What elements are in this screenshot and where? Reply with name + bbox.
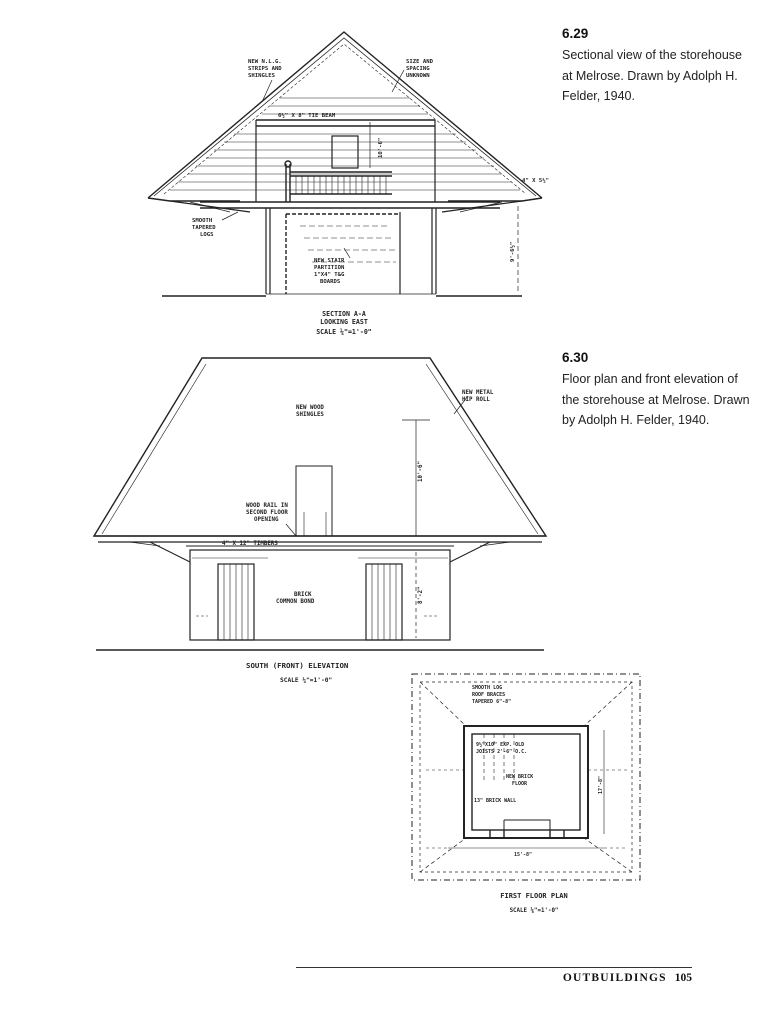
plan-drawing [408,670,646,922]
footer-section: OUTBUILDINGS [562,972,667,984]
note-smooth-logs-1: SMOOTH [192,218,213,224]
note-new-strips-2: STRIPS AND [248,66,282,72]
note-size-spacing-1: SIZE AND [406,59,433,65]
section-title: SECTION A-A [322,310,366,318]
note-smooth-logs-3: LOGS [200,232,214,238]
note-shingles-1: NEW WOOD [296,405,324,411]
plan-title: FIRST FLOOR PLAN [500,892,568,900]
plan-dim-right: 17'-8" [598,775,604,794]
footer-rule [296,967,692,968]
plan-scale: SCALE ⅛"=1'-0" [509,908,559,914]
section-subtitle: LOOKING EAST [320,318,368,326]
note-stair-partition-3: 1"X4" T&G [314,272,345,278]
note-size-spacing-3: UNKNOWN [406,73,430,79]
running-footer [560,972,692,984]
note-stair-partition-1: NEW STAIR [314,258,345,264]
note-shingles-2: SHINGLES [296,412,324,418]
tie-beam [256,120,435,126]
plan-note-joists-1: 9½"X10" EXP. OLD [476,742,525,748]
elevation-drawing [90,352,550,690]
figure-caption: Floor plan and front elevation of the storehouse at Melrose. Drawn by Adolph H. Felder, 1940. [562,372,750,427]
note-new-strips-1: NEW N.L.G. [248,59,282,65]
note-smooth-logs-2: TAPERED [192,225,216,231]
plan-note-floor-2: FLOOR [512,781,528,787]
caption-6-29 [562,26,752,107]
note-hip-roll-2: HIP ROLL [462,397,490,403]
second-floor-opening [296,466,332,536]
note-wood-rail-2: SECOND FLOOR [246,510,288,516]
note-wood-rail-3: OPENING [254,517,279,523]
note-wood-rail-1: WOOD RAIL IN [246,503,288,509]
dim-lower: 9'-6½" [510,241,516,262]
note-rafter: 4" X 5½" [522,178,549,184]
plan-note-logs-2: ROOF BRACES [472,692,506,698]
elevation-roof-outline [94,358,546,536]
dim-roof: 10'-6" [418,461,424,482]
note-hip-roll-1: NEW METAL [462,390,494,396]
plan-dim-bottom: 15'-8" [514,852,533,858]
section-roof-outline [148,32,542,198]
figure-number: 6.30 [562,350,589,365]
balcony-rail [290,172,392,194]
caption-6-30 [562,350,752,431]
plan-note-floor-1: NEW BRICK [506,774,534,780]
note-stair-partition-2: PARTITION [314,265,345,271]
plan-note-logs-3: TAPERED 6"-8" [472,699,512,705]
plan-note-joists-2: JOISTS 2'-6" O.C. [476,749,528,755]
page-number: 105 [674,972,692,984]
note-size-spacing-2: SPACING [406,66,430,72]
section-window [332,136,358,168]
note-new-strips-3: SHINGLES [248,73,275,79]
figure-caption: Sectional view of the storehouse at Melrose. Drawn by Adolph H. Felder, 1940. [562,48,742,103]
section-drawing [130,26,560,348]
elevation-scale: SCALE ¼"=1'-0" [280,677,333,684]
section-scale: SCALE ¼"=1'-0" [316,328,372,336]
note-tie-beam: 6½" X 8" TIE BEAM [278,113,336,119]
note-timbers: 4" X 12" TIMBERS [222,541,278,547]
note-brick-2: COMMON BOND [276,599,315,605]
elevation-title: SOUTH (FRONT) ELEVATION [246,661,349,670]
dim-wall: 8'-2" [418,586,424,604]
note-brick-1: BRICK [294,592,312,598]
note-stair-partition-4: BOARDS [320,279,341,285]
figure-number: 6.29 [562,26,589,41]
plan-note-wall: 13" BRICK WALL [474,798,517,804]
plan-note-logs-1: SMOOTH LOG [472,685,503,691]
floor-beam [200,202,500,208]
dim-upper: 10'-6" [378,137,384,158]
